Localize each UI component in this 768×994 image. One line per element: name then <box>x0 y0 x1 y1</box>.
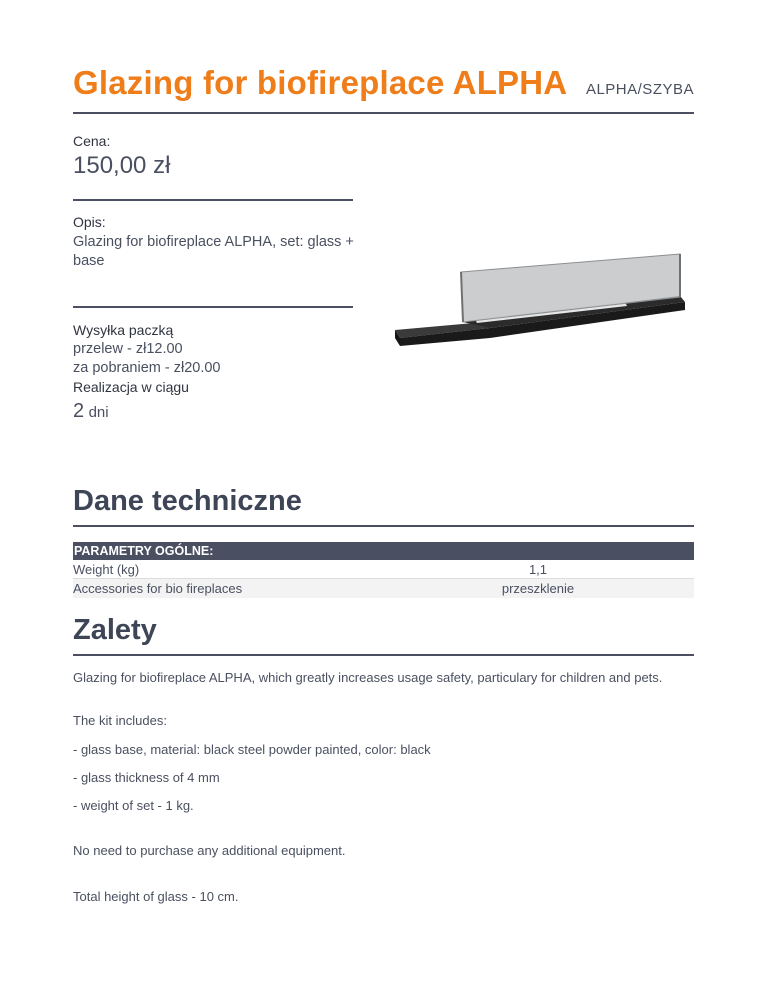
param-value: przeszklenie <box>501 581 575 596</box>
shipping-option: przelew - zł12.00 <box>73 341 183 357</box>
shipping-option: za pobraniem - zł20.00 <box>73 360 221 376</box>
advantages-paragraph: Total height of glass - 10 cm. <box>73 889 239 904</box>
param-value: 1,1 <box>528 562 548 577</box>
table-row <box>73 560 694 579</box>
realization-days <box>73 400 109 423</box>
param-name: Accessories for bio fireplaces <box>73 581 243 596</box>
divider <box>73 199 353 201</box>
advantages-paragraph: - glass thickness of 4 mm <box>73 770 220 785</box>
shipping-label: Wysyłka paczką <box>73 322 174 338</box>
technical-heading: Dane techniczne <box>73 485 694 527</box>
price-value: 150,00 zł <box>73 152 171 179</box>
divider <box>73 306 353 308</box>
advantages-paragraph: - weight of set - 1 kg. <box>73 798 194 813</box>
product-title: Glazing for biofireplace ALPHA <box>73 64 568 101</box>
days-unit: dni <box>88 404 109 421</box>
parameters-table <box>73 542 694 598</box>
advantages-heading: Zalety <box>73 614 694 656</box>
table-header: PARAMETRY OGÓLNE: <box>73 542 694 560</box>
advantages-paragraph: No need to purchase any additional equipment. <box>73 843 346 858</box>
product-sku: ALPHA/SZYBA <box>585 81 694 98</box>
description-label: Opis: <box>73 214 106 230</box>
table-row <box>73 579 694 598</box>
days-number: 2 <box>73 400 85 422</box>
description-text: Glazing for biofireplace ALPHA, set: glass + base <box>73 234 354 269</box>
advantages-paragraph: - glass base, material: black steel powder painted, color: black <box>73 742 431 757</box>
advantages-paragraph: Glazing for biofireplace ALPHA, which greatly increases usage safety, particulary for children and pets. <box>73 670 663 685</box>
price-label: Cena: <box>73 133 111 149</box>
advantages-paragraph: The kit includes: <box>73 713 167 728</box>
realization-label: Realizacja w ciągu <box>73 379 189 395</box>
product-image[interactable] <box>395 250 685 355</box>
product-header <box>73 64 694 114</box>
param-name: Weight (kg) <box>73 562 140 577</box>
